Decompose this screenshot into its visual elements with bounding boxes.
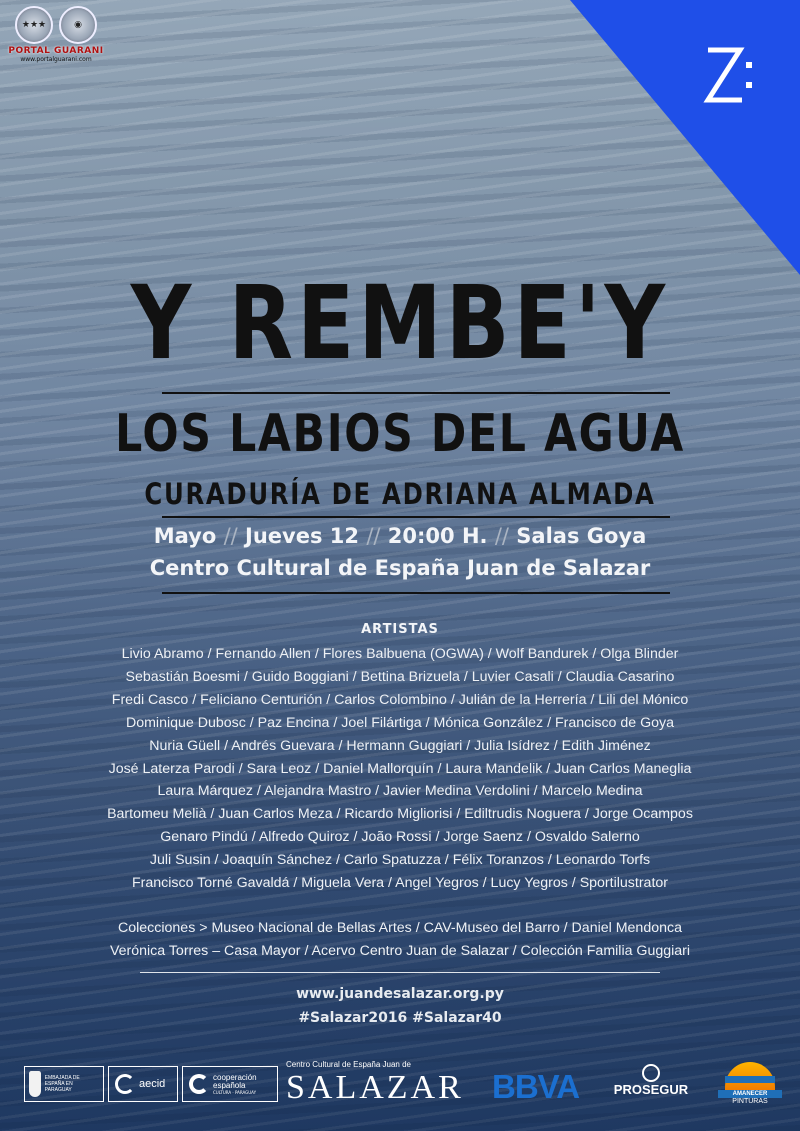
pinturas-text: PINTURAS xyxy=(732,1098,768,1105)
blue-corner-triangle xyxy=(570,0,800,275)
event-month: Mayo xyxy=(153,524,217,548)
artists-line: José Laterza Parodi / Sara Leoz / Daniel Mallorquín / Laura Mandelik / Juan Carlos Maneglia xyxy=(108,760,692,777)
collections-line: Verónica Torres – Casa Mayor / Acervo Centro Juan de Salazar / Colección Familia Guggiari xyxy=(109,943,691,959)
curator-line: CURADURÍA DE ADRIANA ALMADA xyxy=(144,477,656,511)
cooperacion-espanola-logo xyxy=(182,1066,278,1102)
event-datetime xyxy=(0,524,800,548)
separator: // xyxy=(366,524,381,548)
spain-shield-icon xyxy=(29,1071,41,1097)
artists-line: Fredi Casco / Feliciano Centurión / Carlos Colombino / Julián de la Herrería / Lili del Mónico xyxy=(111,691,689,708)
coop-line1: cooperación xyxy=(213,1072,257,1082)
event-day: Jueves 12 xyxy=(245,524,360,548)
emblem-seal-icon: ◉ xyxy=(59,6,97,44)
z-logo-icon xyxy=(702,44,754,106)
watermark-url: www.portalguarani.com xyxy=(20,56,92,63)
event-venue: Centro Cultural de España Juan de Salazar xyxy=(149,556,651,580)
aecid-text: aecid xyxy=(139,1078,166,1090)
hashtags: #Salazar2016 #Salazar40 xyxy=(298,1010,502,1026)
coop-sub: CULTURA · PARAGUAY xyxy=(213,1089,257,1095)
artists-heading: ARTISTAS xyxy=(361,622,439,637)
embajada-text: EMBAJADA DE ESPAÑA EN PARAGUAY xyxy=(44,1075,80,1093)
stars-seal-icon: ★★★ xyxy=(15,6,53,44)
salazar-subtitle: Centro Cultural de España Juan de xyxy=(286,1060,411,1069)
artists-line: Francisco Torné Gavaldá / Miguela Vera / Angel Yegros / Lucy Yegros / Sportilustrator xyxy=(131,875,669,892)
artists-list xyxy=(0,643,800,895)
prosegur-text: PROSEGUR xyxy=(613,1082,689,1097)
prosegur-logo xyxy=(606,1064,696,1097)
artists-line: Livio Abramo / Fernando Allen / Flores Balbuena (OGWA) / Wolf Bandurek / Olga Blinder xyxy=(121,646,679,662)
main-title: Y REMBE'Y xyxy=(130,264,670,383)
event-time: 20:00 H. xyxy=(387,524,488,548)
coop-line2: española xyxy=(213,1080,246,1090)
bbva-logo: BBVA xyxy=(492,1068,580,1105)
artists-line: Dominique Dubosc / Paz Encina / Joel Filártiga / Mónica González / Francisco de Goya xyxy=(125,714,675,731)
collections-list xyxy=(0,917,800,963)
artists-line: Juli Susin / Joaquín Sánchez / Carlo Spatuzza / Félix Toranzos / Leonardo Torfs xyxy=(149,852,651,869)
embajada-logo xyxy=(24,1066,104,1102)
title-divider-top xyxy=(162,392,670,394)
sunrise-icon xyxy=(725,1062,775,1090)
venue-divider xyxy=(162,592,670,594)
website-url[interactable]: www.juandesalazar.org.py xyxy=(296,986,504,1002)
artists-line: Sebastián Boesmi / Guido Boggiani / Bettina Brizuela / Luvier Casali / Claudia Casarino xyxy=(125,668,675,685)
aecid-logo xyxy=(108,1066,178,1102)
salazar-wordmark: SALAZAR xyxy=(286,1069,464,1106)
event-room: Salas Goya xyxy=(516,524,647,548)
watermark-name: PORTAL GUARANI xyxy=(8,46,104,56)
subtitle: LOS LABIOS DEL AGUA xyxy=(115,404,685,464)
amanecer-logo xyxy=(718,1062,782,1105)
sponsors-footer xyxy=(0,1060,800,1131)
artists-line: Laura Márquez / Alejandra Mastro / Javier Medina Verdolini / Marcelo Medina xyxy=(157,783,643,800)
cooperacion-c-icon xyxy=(189,1074,209,1094)
web-info xyxy=(0,982,800,1030)
aecid-circle-icon xyxy=(115,1074,135,1094)
amanecer-text: AMANECER xyxy=(718,1090,782,1098)
salazar-logo xyxy=(286,1060,476,1110)
separator: // xyxy=(494,524,509,548)
title-divider-bottom xyxy=(162,516,670,518)
collections-divider xyxy=(140,972,660,973)
artists-line: Bartomeu Melià / Juan Carlos Meza / Ricardo Migliorisi / Ediltrudis Noguera / Jorge Ocampos xyxy=(107,806,693,823)
artists-line: Nuria Güell / Andrés Guevara / Hermann Guggiari / Julia Isídrez / Edith Jiménez xyxy=(149,737,651,754)
collections-line: Colecciones > Museo Nacional de Bellas Artes / CAV-Museo del Barro / Daniel Mendonca xyxy=(118,920,682,936)
portal-guarani-watermark xyxy=(8,6,104,63)
separator: // xyxy=(223,524,238,548)
globe-icon xyxy=(642,1064,660,1082)
artists-line: Genaro Pindú / Alfredo Quiroz / João Rossi / Jorge Saenz / Osvaldo Salerno xyxy=(160,829,640,846)
